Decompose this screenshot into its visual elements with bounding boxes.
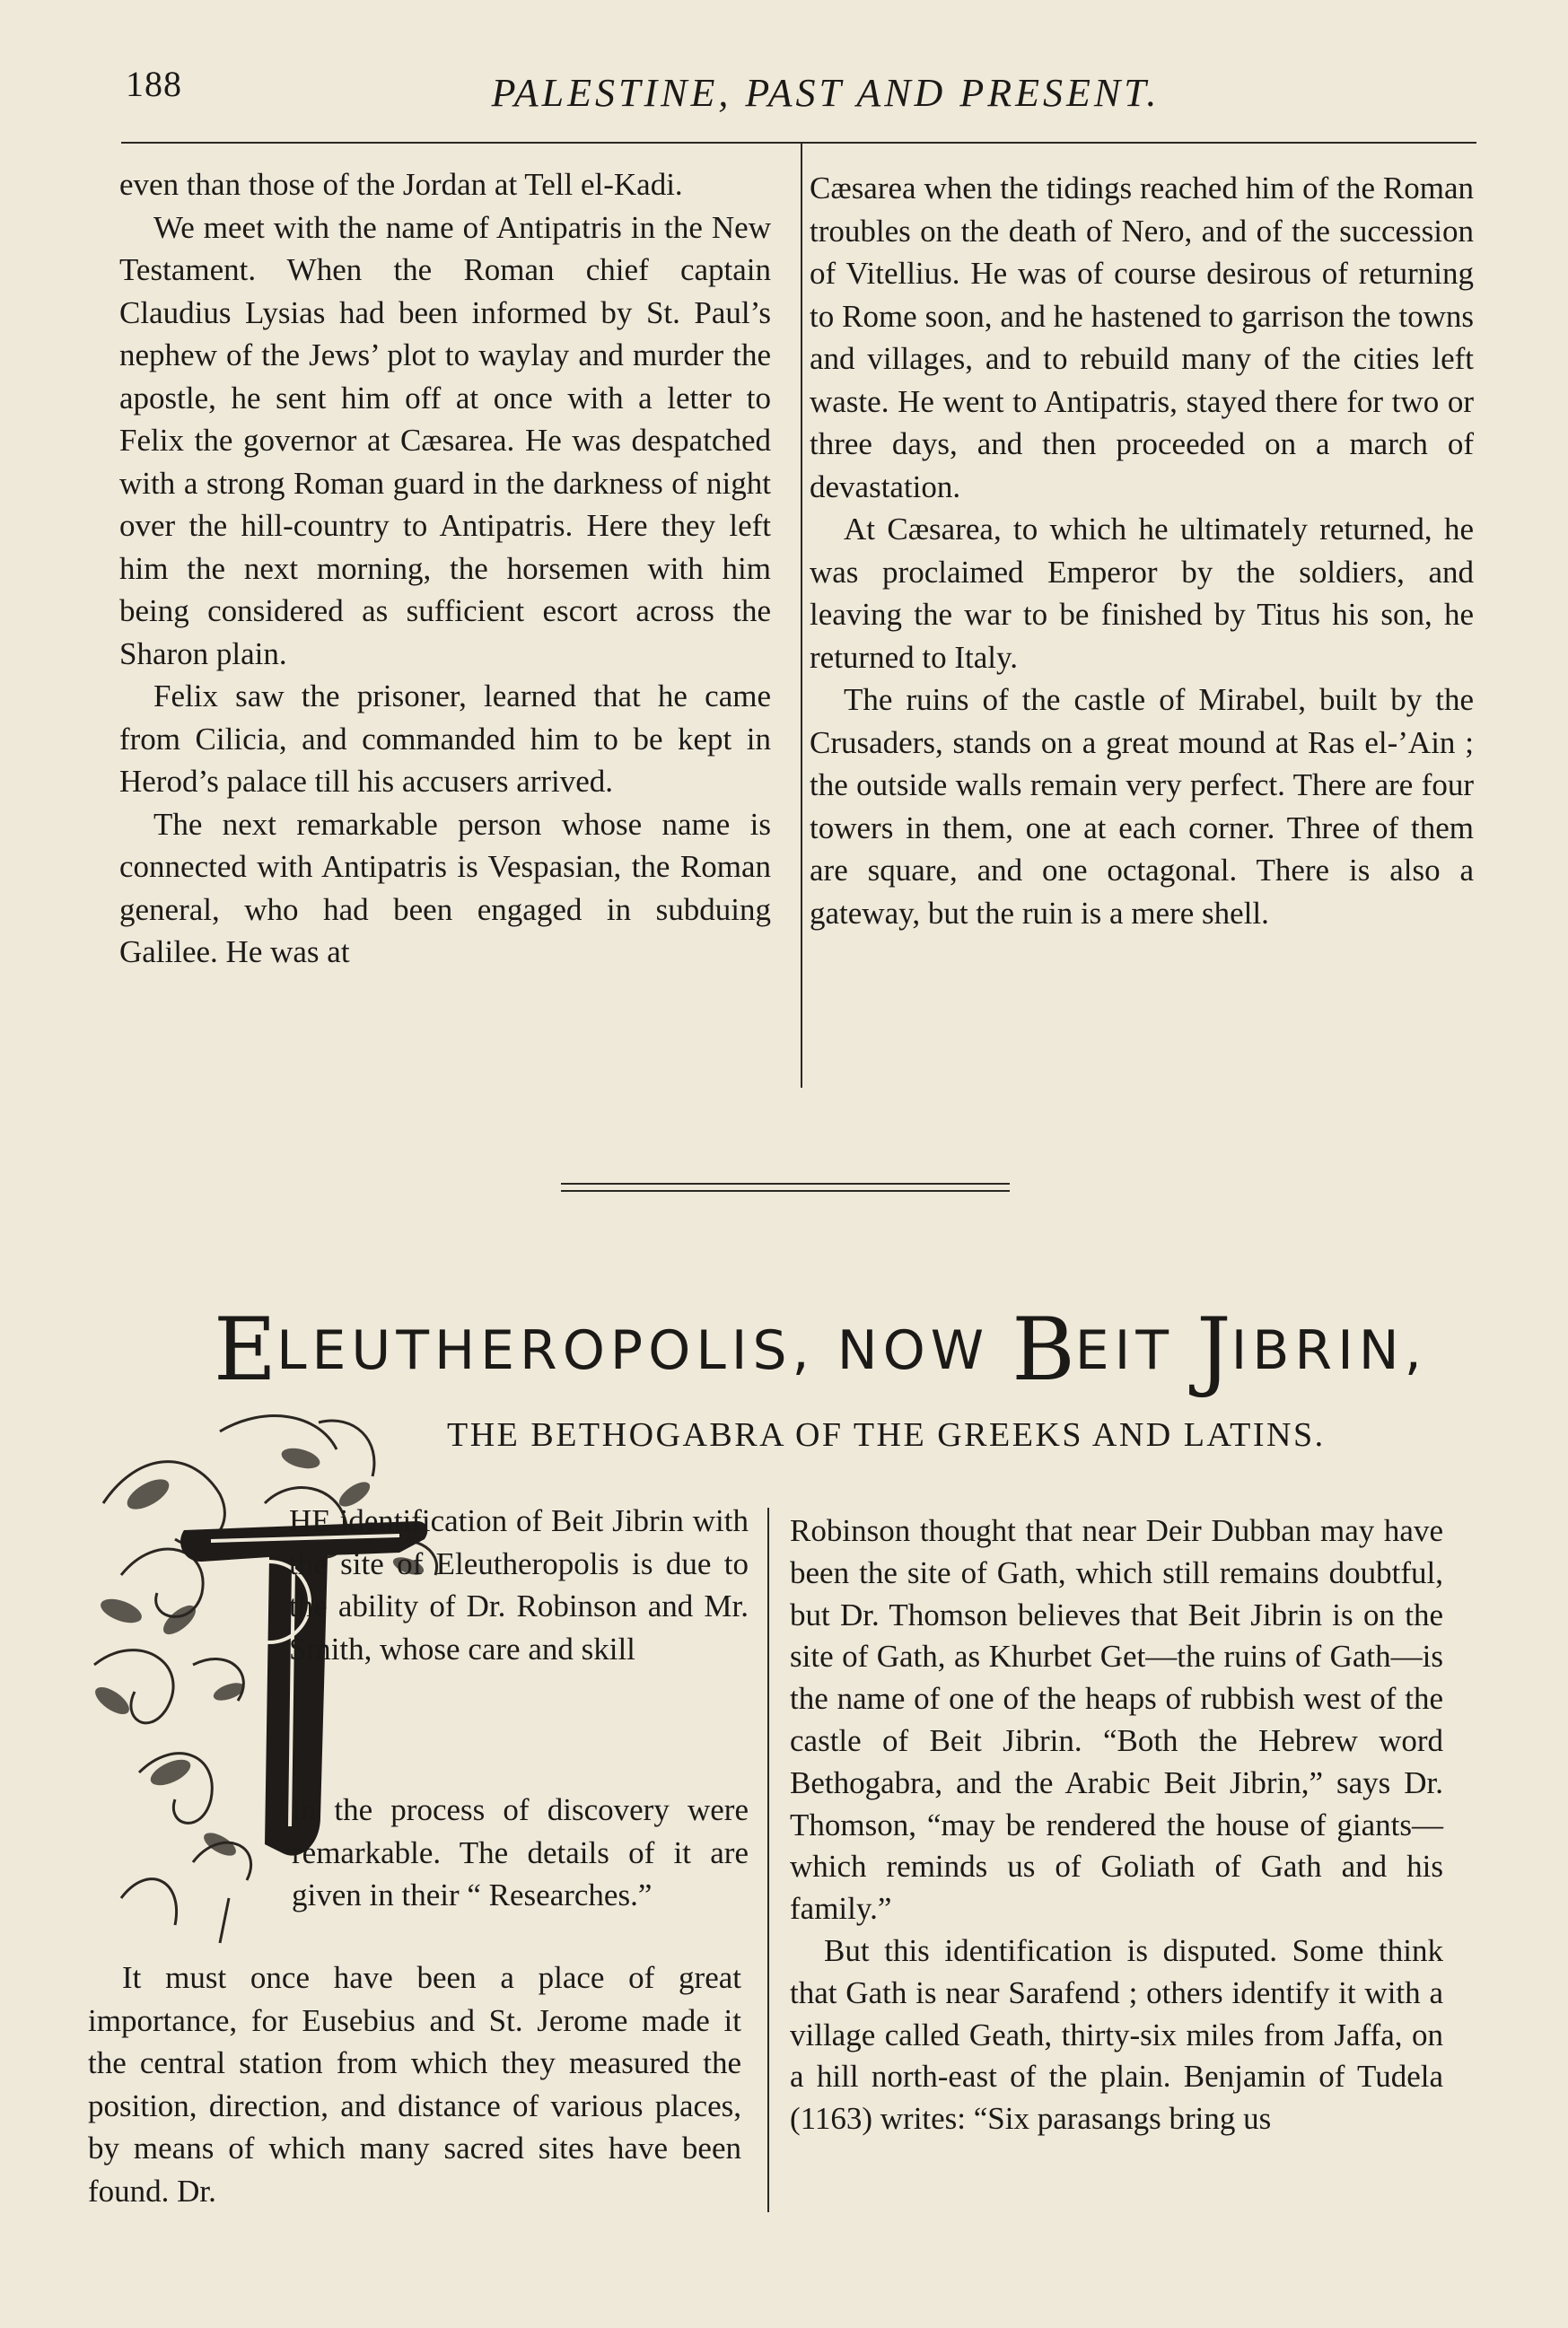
- paragraph: The next remarkable person whose name is connected with Antipatris is Vespasian, the Roman general, who had been engaged in subduing Galilee. He was at: [119, 806, 771, 969]
- title-initial: J: [1196, 1300, 1231, 1400]
- bottom-left-column: [88, 1956, 741, 2212]
- top-right-column: [810, 167, 1474, 934]
- paragraph: But this identification is disputed. Some think that Gath is near Sarafend ; others identify it with a village called Geath, thirty-six miles from Jaffa, on a hill north-east of the plain. Benjamin of Tudela (1163) writes: “Six parasangs bring us: [790, 1932, 1443, 2137]
- column-rule: [801, 144, 802, 1088]
- drop-cap-paragraph-top: HE identification of Beit Jibrin with the site of Eleutheropolis is due to the ability of Dr. Robinson and Mr. Smith, whose care and skill: [289, 1503, 749, 1667]
- header-rule: [121, 142, 1476, 144]
- column-rule: [767, 1508, 769, 2212]
- paragraph: Robinson thought that near Deir Dubban may have been the site of Gath, which still remains doubtful, but Dr. Thomson believes that Beit Jibrin is on the site of Gath, as Khurbet Get—the ruins of Gath—is the name of one of the heaps of rubbish west of the castle of Beit Jibrin. “Both the Hebrew word Bethogabra, and the Arabic Beit Jibrin,” says Dr. Thomson, “may be rendered the house of giants—which reminds us of Goliath of Gath and his family.”: [790, 1513, 1443, 1927]
- chapter-title: [214, 1300, 1427, 1400]
- paragraph: It must once have been a place of great importance, for Eusebius and St. Jerome made it the central station from which they measured the position, direction, and distance of various places, by means of which many sacred sites have been found. Dr.: [88, 1960, 741, 2209]
- chapter-subtitle: THE BETHOGABRA OF THE GREEKS AND LATINS.: [447, 1416, 1326, 1454]
- section-divider-upper: [561, 1183, 1010, 1185]
- drop-cap-paragraph-bottom: in the process of discovery were remarkable. The details of it are given in their “ Researches.”: [292, 1792, 749, 1912]
- title-initial: E: [214, 1300, 277, 1400]
- bottom-right-column: [790, 1510, 1443, 2140]
- title-initial: B: [1012, 1300, 1075, 1400]
- title-text: LEUTHEROPOLIS, NOW: [276, 1319, 1012, 1382]
- title-text: EIT: [1074, 1319, 1197, 1382]
- top-left-column: [119, 163, 771, 974]
- paragraph: Cæsarea when the tidings reached him of the Roman troubles on the death of Nero, and of the succession of Vitellius. He was of course desirous of returning to Rome soon, and he hastened to garrison the towns and villages, and to rebuild many of the cities left waste. He went to Antipatris, stayed there for two or three days, and then proceeded on a march of devastation.: [810, 171, 1474, 504]
- paragraph: even than those of the Jordan at Tell el-Kadi.: [119, 167, 683, 202]
- title-text: IBRIN,: [1231, 1319, 1427, 1382]
- paragraph: Felix saw the prisoner, learned that he came from Cilicia, and commanded him to be kept in Herod’s palace till his accusers arrived.: [119, 678, 771, 799]
- paragraph: The ruins of the castle of Mirabel, built by the Crusaders, stands on a great mound at Ras el-’Ain ; the outside walls remain very perfect. There are four towers in them, one at each corner. Three of them are square, and one octagonal. There is also a gateway, but the ruin is a mere shell.: [810, 682, 1474, 931]
- paragraph: We meet with the name of Antipatris in the New Testament. When the Roman chief captain Claudius Lysias had been informed by St. Paul’s nephew of the Jews’ plot to waylay and murder the apostle, he sent him off at once with a letter to Felix the governor at Cæsarea. He was despatched with a strong Roman guard in the darkness of night over the hill-country to Antipatris. Here they left him the next morning, the horsemen with him being considered as sufficient escort across the Sharon plain.: [119, 209, 771, 671]
- section-divider-lower: [561, 1190, 1010, 1192]
- page-number: 188: [126, 64, 182, 104]
- running-title: PALESTINE, PAST AND PRESENT.: [491, 71, 1161, 115]
- paragraph: At Cæsarea, to which he ultimately returned, he was proclaimed Emperor by the soldiers, and leaving the war to be finished by Titus his son, he returned to Italy.: [810, 512, 1474, 675]
